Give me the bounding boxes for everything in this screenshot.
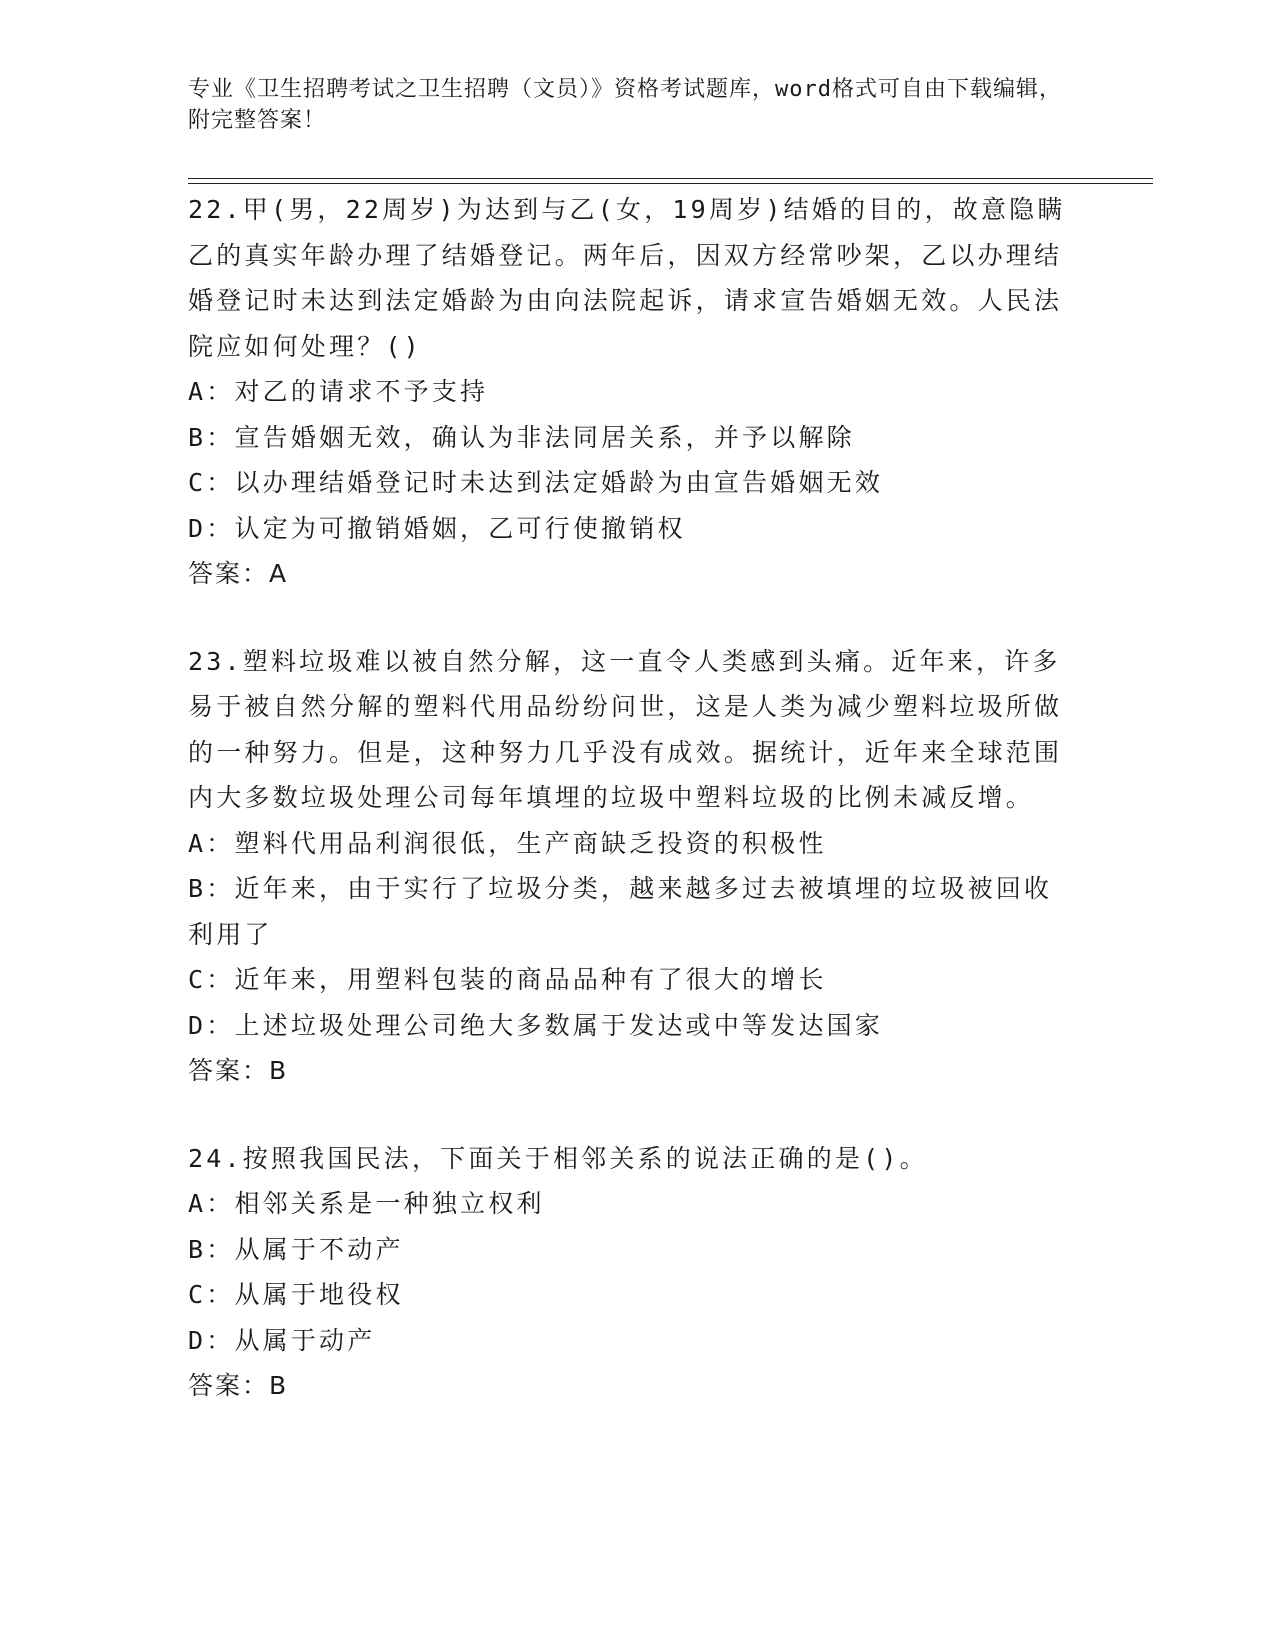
header-double-rule (188, 178, 1153, 184)
option-b: B：近年来，由于实行了垃圾分类，越来越多过去被填埋的垃圾被回收利用了 (188, 874, 1053, 949)
question-stem: 24.按照我国民法，下面关于相邻关系的说法正确的是()。 (188, 1143, 928, 1173)
option-b: B：从属于不动产 (188, 1234, 404, 1264)
option-c: C：以办理结婚登记时未达到法定婚龄为由宣告婚姻无效 (188, 468, 884, 497)
answer-line: 答案：B (188, 1056, 289, 1085)
question-list (188, 187, 1078, 1409)
option-c: C：从属于地役权 (188, 1280, 404, 1309)
question-24 (188, 1136, 1078, 1409)
answer-line: 答案：B (188, 1371, 289, 1400)
document-header: 专业《卫生招聘考试之卫生招聘（文员）》资格考试题库，word格式可自由下载编辑，附完整答案！ (188, 77, 1062, 133)
option-a: A：塑料代用品利润很低，生产商缺乏投资的积极性 (188, 828, 827, 858)
question-stem: 23.塑料垃圾难以被自然分解，这一直令人类感到头痛。近年来，许多易于被自然分解的塑料代用品纷纷问世，这是人类为减少塑料垃圾所做的一种努力。但是，这种努力几乎没有成效。据统计，近年来全球范围内大多数垃圾处理公司每年填埋的垃圾中塑料垃圾的比例未减反增。 (188, 646, 1063, 812)
question-spacer (188, 597, 1078, 639)
question-spacer (188, 1094, 1078, 1136)
option-c: C：近年来，用塑料包装的商品品种有了很大的增长 (188, 965, 827, 994)
answer-line: 答案：A (188, 559, 289, 588)
option-a: A：相邻关系是一种独立权利 (188, 1189, 545, 1218)
option-b: B：宣告婚姻无效，确认为非法同居关系，并予以解除 (188, 422, 855, 452)
option-d: D：认定为可撤销婚姻，乙可行使撤销权 (188, 513, 686, 543)
question-22 (188, 187, 1078, 597)
option-a: A：对乙的请求不予支持 (188, 377, 489, 406)
option-d: D：上述垃圾处理公司绝大多数属于发达或中等发达国家 (188, 1010, 884, 1040)
option-d: D：从属于动产 (188, 1325, 376, 1355)
question-23 (188, 639, 1078, 1094)
question-stem: 22.甲(男，22周岁)为达到与乙(女，19周岁)结婚的目的，故意隐瞒乙的真实年龄办理了结婚登记。两年后，因双方经常吵架，乙以办理结婚登记时未达到法定婚龄为由向法院起诉，请求宣告婚姻无效。人民法院应如何处理？() (188, 195, 1066, 361)
